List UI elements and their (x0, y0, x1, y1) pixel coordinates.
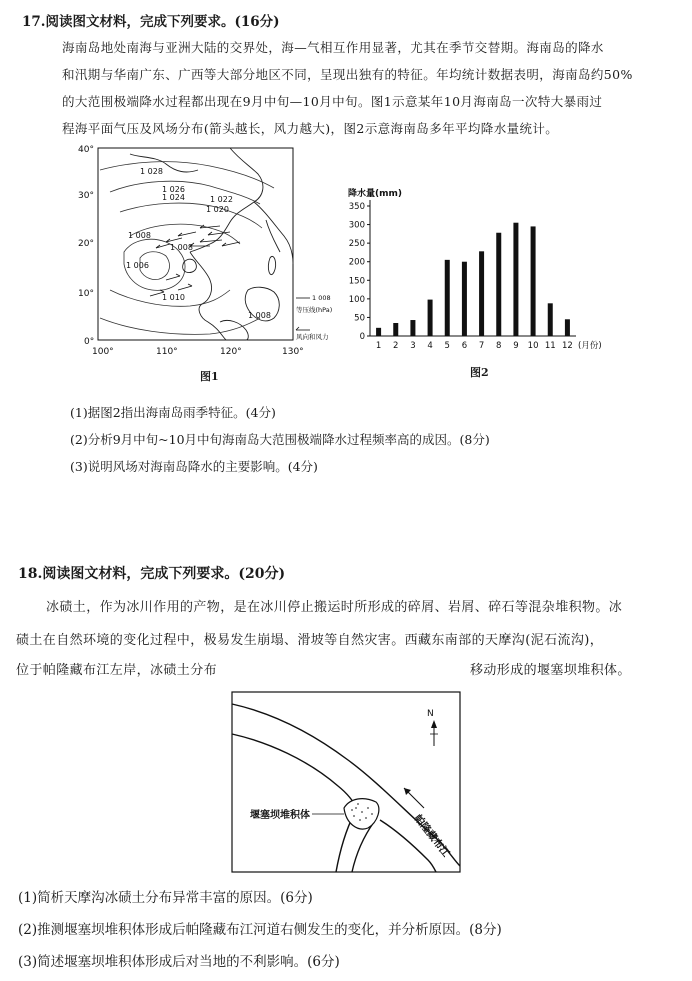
x-tick-label: 1 (375, 341, 382, 351)
q17-question-1: (1)据图2指出海南岛雨季特征。(4分) (70, 405, 276, 420)
isobar-label: 1 022 (210, 195, 233, 204)
q17-question-3: (3)说明风场对海南岛降水的主要影响。(4分) (70, 459, 318, 474)
q18-para-line-3a: 位于帕隆藏布江左岸，冰碛土分布 (16, 663, 218, 678)
y-tick-label: 200 (348, 257, 365, 268)
bar-month-11 (548, 303, 553, 336)
isobar-label: 1 006 (126, 261, 149, 270)
dam-label: 堰塞坝堆积体 (250, 810, 310, 821)
lat-label: 40° (78, 145, 94, 155)
isobar-label: 1 010 (162, 293, 185, 302)
figure-1-legend (296, 294, 332, 341)
bar-month-10 (531, 226, 536, 336)
isobar-label: 1 026 (162, 185, 185, 194)
isobar-label: 1 008 (248, 311, 271, 320)
bar-month-7 (479, 251, 484, 336)
q17-question-2: (2)分析9月中旬~10月中旬海南岛大范围极端降水过程频率高的成因。(8分) (70, 432, 490, 447)
legend-isobar-label: 等压线(hPa) (296, 306, 333, 314)
x-tick-label: 3 (410, 341, 416, 351)
q17-heading: 17.阅读图文材料，完成下列要求。(16分) (22, 14, 280, 30)
bar-month-4 (428, 300, 433, 336)
y-tick-label: 100 (348, 294, 365, 305)
x-axis-label: (月份) (578, 341, 602, 351)
isobar-label: 1 028 (140, 167, 163, 176)
x-tick-label: 11 (544, 341, 556, 351)
y-axis-label: 降水量(mm) (348, 189, 402, 199)
lon-label: 120° (220, 347, 242, 357)
x-tick-label: 2 (393, 341, 399, 351)
figure-dam-map (228, 690, 464, 876)
north-label: N (427, 709, 434, 719)
bar-month-8 (496, 233, 501, 336)
q17-para-line-4: 程海平面气压及风场分布(箭头越长，风力越大)，图2示意海南岛多年平均降水量统计。 (62, 121, 559, 136)
lat-label: 10° (78, 289, 94, 299)
isobar-label: 1 008 (170, 243, 193, 252)
legend-isobar-value: 1 008 (312, 294, 331, 302)
bar-month-3 (410, 320, 415, 336)
x-tick-label: 10 (527, 341, 539, 351)
q18-para-line-3b: 移动形成的堰塞坝堆积体。 (470, 663, 631, 678)
lon-label: 110° (156, 347, 178, 357)
figure-1-caption: 图1 (200, 370, 219, 383)
q18-para-line-2: 碛土在自然环境的变化过程中，极易发生崩塌、滑坡等自然灾害。西藏东南部的天摩沟(泥石流沟)， (16, 633, 604, 648)
q17-para-line-3: 的大范围极端降水过程都出现在9月中旬—10月中旬。图1示意某年10月海南岛一次特大暴雨过 (62, 94, 603, 109)
bar-month-6 (462, 262, 467, 336)
y-tick-label: 150 (348, 276, 365, 287)
legend-wind-label: 风向和风力 (296, 333, 329, 341)
q18-heading: 18.阅读图文材料，完成下列要求。(20分) (18, 566, 286, 582)
q18-question-3: (3)简述堰塞坝堆积体形成后对当地的不利影响。(6分) (18, 954, 340, 970)
x-tick-label: 8 (496, 341, 502, 351)
isobar-label: 1 008 (128, 231, 151, 240)
bar-month-1 (376, 328, 381, 336)
lat-label: 0° (84, 337, 95, 347)
lon-label: 130° (282, 347, 304, 357)
x-tick-label: 6 (461, 341, 468, 351)
figure-2-precipitation-chart (340, 180, 630, 358)
x-tick-label: 9 (513, 341, 519, 351)
y-tick-label: 300 (348, 220, 365, 231)
x-tick-label: 12 (562, 341, 573, 351)
x-tick-label: 7 (478, 341, 485, 351)
q17-para-line-2: 和汛期与华南广东、广西等大部分地区不同，呈现出独有的特征。年均统计数据表明，海南岛约50% (62, 67, 633, 82)
y-tick-label: 250 (348, 239, 365, 250)
y-tick-label: 50 (354, 313, 365, 324)
q18-question-1: (1)简析天摩沟冰碛土分布异常丰富的原因。(6分) (18, 890, 313, 906)
x-tick-label: 4 (427, 341, 433, 351)
isobar-label: 1 020 (206, 205, 229, 214)
figure-1-pressure-map (70, 140, 345, 365)
y-tick-label: 0 (359, 332, 365, 342)
x-tick-label: 5 (444, 341, 450, 351)
bar-month-5 (445, 260, 450, 336)
lon-label: 100° (92, 347, 114, 357)
bar-month-9 (513, 223, 518, 336)
figure-2-caption: 图2 (470, 366, 489, 379)
map-frame (232, 692, 460, 872)
isobar-label: 1 024 (162, 193, 185, 202)
lat-label: 20° (78, 239, 94, 249)
q17-para-line-1: 海南岛地处南海与亚洲大陆的交界处，海—气相互作用显著，尤其在季节交替期。海南岛的降水 (62, 40, 604, 55)
q18-para-line-1: 冰碛土，作为冰川作用的产物，是在冰川停止搬运时所形成的碎屑、岩屑、碎石等混杂堆积物。冰 (46, 600, 623, 615)
bar-month-12 (565, 319, 570, 336)
q18-question-2: (2)推测堰塞坝堆积体形成后帕隆藏布江河道右侧发生的变化，并分析原因。(8分) (18, 922, 502, 938)
lat-label: 30° (78, 191, 94, 201)
bar-month-2 (393, 323, 398, 336)
river-label: 帕隆藏布江 (411, 813, 452, 860)
y-tick-label: 350 (348, 202, 365, 212)
